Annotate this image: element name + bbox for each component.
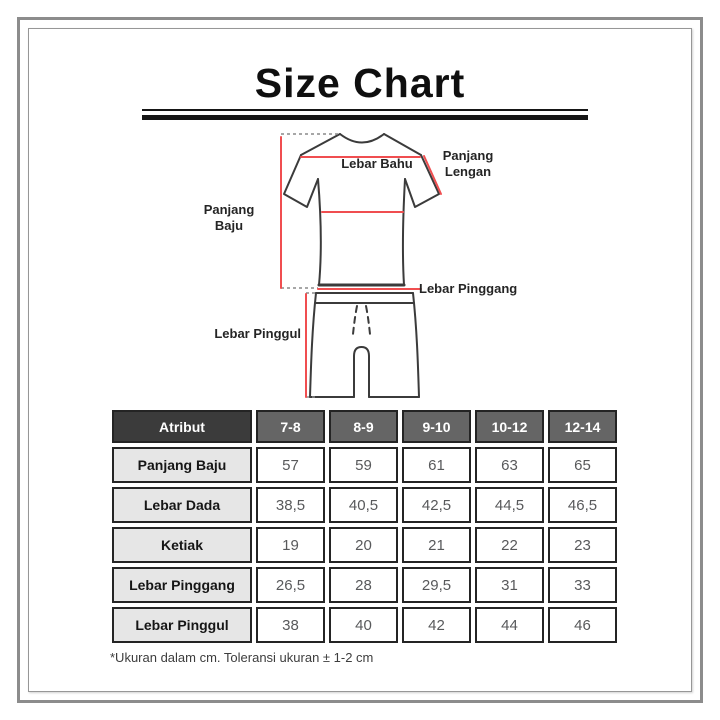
label-shoulder-width: Lebar Bahu [341,156,413,171]
value-cell: 22 [475,527,544,563]
value-cell: 57 [256,447,325,483]
measurement-diagram [180,122,540,407]
label-sleeve-length [432,148,504,180]
header-cell-size: 8-9 [329,410,398,443]
value-cell: 65 [548,447,617,483]
row-label: Lebar Dada [112,487,252,523]
value-cell: 44,5 [475,487,544,523]
value-cell: 46 [548,607,617,643]
value-cell: 26,5 [256,567,325,603]
page-title: Size Chart [254,60,466,106]
row-label: Ketiak [112,527,252,563]
value-cell: 40 [329,607,398,643]
value-cell: 42 [402,607,471,643]
value-cell: 28 [329,567,398,603]
header-cell-size: 7-8 [256,410,325,443]
value-cell: 38 [256,607,325,643]
size-table-header-row [112,410,617,443]
value-cell: 44 [475,607,544,643]
title-rule-thin [142,109,588,111]
value-cell: 33 [548,567,617,603]
row-label: Lebar Pinggul [112,607,252,643]
value-cell: 19 [256,527,325,563]
row-label: Panjang Baju [112,447,252,483]
value-cell: 59 [329,447,398,483]
value-cell: 23 [548,527,617,563]
value-cell: 40,5 [329,487,398,523]
size-tolerance-footnote: *Ukuran dalam cm. Toleransi ukuran ± 1-2 cm [110,650,374,665]
table-row [112,447,617,483]
label-waist-width: Lebar Pinggang [419,281,518,296]
table-row [112,607,617,643]
value-cell: 31 [475,567,544,603]
table-row [112,567,617,603]
value-cell: 21 [402,527,471,563]
header-cell-size: 12-14 [548,410,617,443]
value-cell: 29,5 [402,567,471,603]
label-hip-width: Lebar Pinggul [214,326,301,341]
row-label: Lebar Pinggang [112,567,252,603]
header-cell-size: 10-12 [475,410,544,443]
value-cell: 63 [475,447,544,483]
value-cell: 20 [329,527,398,563]
value-cell: 42,5 [402,487,471,523]
title-rule-thick [142,115,588,120]
value-cell: 38,5 [256,487,325,523]
size-table [108,406,621,647]
label-shirt-length: Panjang Baju [203,202,255,233]
table-row [112,527,617,563]
header-cell-size: 9-10 [402,410,471,443]
value-cell: 46,5 [548,487,617,523]
shorts-outline [310,293,419,397]
label-sleeve-length-line2: Lengan [444,164,492,179]
value-cell: 61 [402,447,471,483]
label-sleeve-length-line1: Panjang [442,148,494,163]
header-cell-attribute: Atribut [112,410,252,443]
table-row [112,487,617,523]
